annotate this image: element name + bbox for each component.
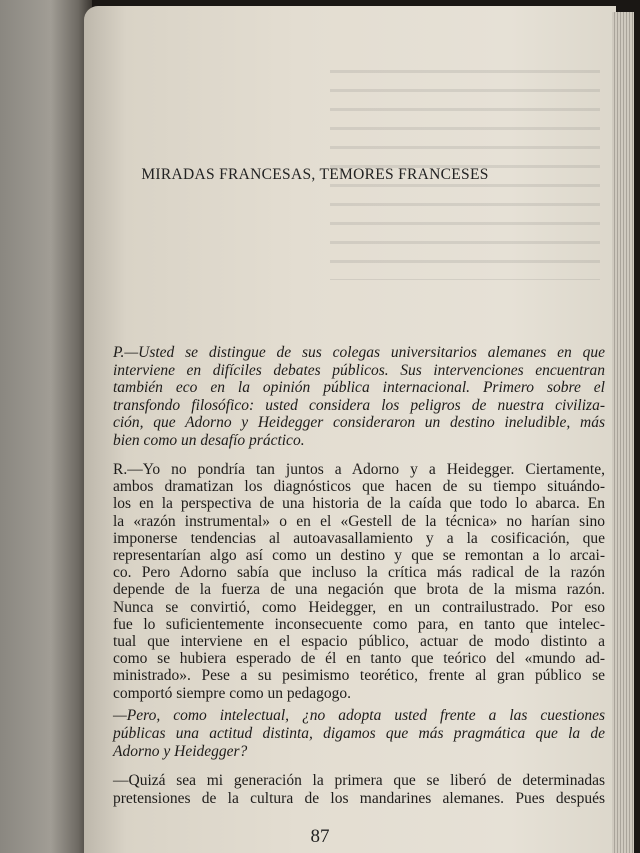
text-line: ción, que Adorno y Heidegger consideraron un destino ineludible, más (113, 414, 605, 432)
text-line: ambos dramatizan los diagnósticos que hacen de su tiempo situándo- (113, 478, 605, 496)
text-line: R.—Yo no pondría tan juntos a Adorno y a Heidegger. Ciertamente, (113, 461, 605, 478)
text-line: como se hubiera esperado de él en tanto que teórico del «mundo ad- (113, 650, 605, 668)
text-line: interviene en difíciles debates públicos. Sus intervenciones encuentran (113, 361, 605, 379)
text-line: bien como un desafío práctico. (113, 432, 305, 449)
text-line: comportó siempre como un pedagogo. (113, 684, 352, 702)
text-line: —Quizá sea mi generación la primera que se liberó de determinadas (113, 772, 605, 789)
text-line: representarían algo así como un destino y que se remontan a lo arcai- (113, 547, 605, 564)
chapter-title: MIRADAS FRANCESAS, TEMORES FRANCESES (141, 166, 489, 183)
facing-page-edge (0, 0, 92, 853)
text-line: fue lo suficientemente inconsecuente como para, en tanto que intelec- (113, 615, 605, 633)
text-line: pretensiones de la cultura de los mandarines alemanes. Pues después (113, 790, 605, 807)
text-line: transfondo filosófico: usted considera los peligros de nuestra civiliza- (113, 396, 605, 414)
text-line: la «razón instrumental» o en el «Gestell de la técnica» no harían sino (113, 512, 605, 530)
text-line: los en la perspectiva de una historia de la caída que todo lo abarca. En (113, 495, 605, 513)
text-line: Nunca se convirtió, como Heidegger, en un contrailustrado. Por eso (113, 598, 605, 616)
text-line: co. Pero Adorno sabía que incluso la crítica más radical de la razón (113, 564, 605, 582)
text-line: públicas una actitud distinta, digamos que más pragmática que la de (113, 725, 605, 742)
text-line: Adorno y Heidegger? (113, 743, 248, 760)
text-line: —Pero, como intelectual, ¿no adopta usted frente a las cuestiones (113, 707, 605, 724)
text-line: ministrado». Pese a su pesimismo teorético, frente al gran público se (113, 667, 605, 685)
text-line: depende de la fuerza de una negación que brota de la misma razón. (113, 581, 605, 599)
page-number: 87 (310, 826, 330, 847)
text-line: imponerse tendencias al autoavasallamiento y a la cosificación, que (113, 529, 605, 547)
text-line: también eco en la opinión pública internacional. Primero sobre el (113, 379, 605, 397)
text-line: tual que interviene en el espacio público, actuar de modo distinto a (113, 633, 605, 650)
page-stack-edge (612, 12, 634, 853)
text-line: P.—Usted se distingue de sus colegas universitarios alemanes en que (113, 344, 605, 361)
